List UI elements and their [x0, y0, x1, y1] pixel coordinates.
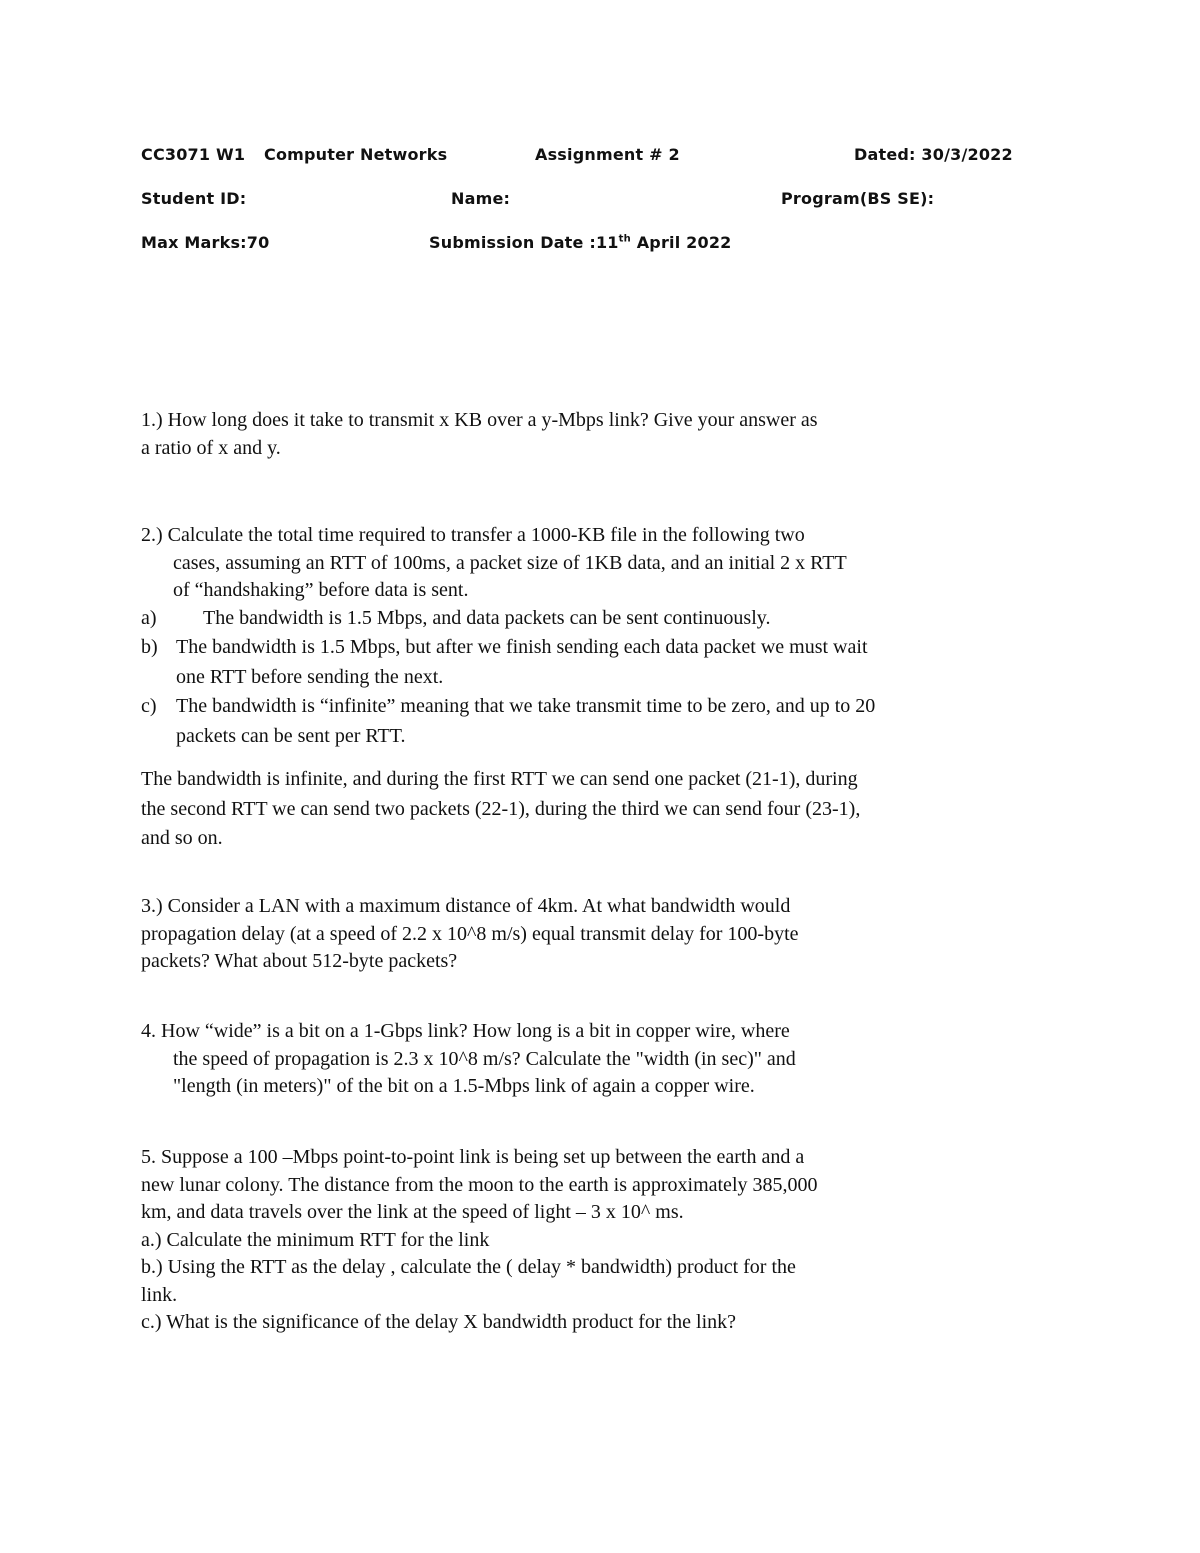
q2-item-c — [141, 692, 1081, 751]
q4-line: 4. How “wide” is a bit on a 1-Gbps link? How long is a bit in copper wire, where — [141, 1020, 790, 1042]
question-5 — [141, 1144, 1081, 1337]
q5-line: a.) Calculate the minimum RTT for the link — [141, 1228, 490, 1251]
submission-date — [429, 233, 732, 252]
q5-line: c.) What is the significance of the delay X bandwidth product for the link? — [141, 1311, 736, 1333]
q2-note — [141, 765, 1081, 854]
question-2 — [141, 522, 1081, 605]
q2-note-line: and so on. — [141, 827, 223, 849]
assignment-number: Assignment # 2 — [535, 145, 680, 164]
course-name: Computer Networks — [264, 145, 448, 164]
q2-item-text: packets can be sent per RTT. — [176, 724, 406, 747]
q3-line: propagation delay (at a speed of 2.2 x 10^8 m/s) equal transmit delay for 100-byte — [141, 922, 799, 945]
max-marks: Max Marks:70 — [141, 233, 270, 252]
q2-line: 2.) Calculate the total time required to transfer a 1000-KB file in the following two — [141, 524, 805, 546]
q2-note-line: the second RTT we can send two packets (22-1), during the third we can send four (23-1), — [141, 797, 861, 820]
q5-line: 5. Suppose a 100 –Mbps point-to-point link is being set up between the earth and a — [141, 1146, 805, 1168]
q3-line: 3.) Consider a LAN with a maximum distance of 4km. At what bandwidth would — [141, 895, 791, 917]
q2-item-marker: a) — [141, 607, 157, 629]
question-3 — [141, 893, 1081, 976]
q2-item-text: one RTT before sending the next. — [176, 665, 444, 688]
submission-date-prefix: Submission Date :11 — [429, 233, 619, 252]
q2-item-marker: c) — [141, 695, 157, 717]
q5-line: km, and data travels over the link at the speed of light – 3 x 10^ ms. — [141, 1201, 684, 1223]
q2-line: cases, assuming an RTT of 100ms, a packet size of 1KB data, and an initial 2 x RTT — [173, 551, 847, 574]
question-1 — [141, 407, 1081, 462]
course-code: CC3071 W1 — [141, 145, 246, 164]
q2-item-text: The bandwidth is “infinite” meaning that we take transmit time to be zero, and up to 20 — [176, 695, 876, 717]
q2-item-a — [141, 604, 1081, 634]
name-label: Name: — [451, 189, 511, 208]
student-id-label: Student ID: — [141, 189, 247, 208]
q1-line: a ratio of x and y. — [141, 436, 281, 459]
question-4 — [141, 1018, 1081, 1101]
q2-line: of “handshaking” before data is sent. — [173, 579, 469, 601]
q2-item-b — [141, 633, 1081, 692]
q2-note-line: The bandwidth is infinite, and during the first RTT we can send one packet (21-1), during — [141, 768, 858, 790]
q4-line: the speed of propagation is 2.3 x 10^8 m/s? Calculate the "width (in sec)" and — [173, 1047, 796, 1070]
q2-item-marker: b) — [141, 636, 158, 658]
q2-item-text: The bandwidth is 1.5 Mbps, and data packets can be sent continuously. — [203, 607, 771, 629]
submission-date-suffix: April 2022 — [630, 233, 732, 252]
q3-line: packets? What about 512-byte packets? — [141, 950, 458, 972]
q5-line: b.) Using the RTT as the delay , calculate the ( delay * bandwidth) product for the — [141, 1256, 796, 1278]
submission-date-sup: th — [618, 233, 631, 245]
assignment-date: Dated: 30/3/2022 — [854, 145, 1013, 164]
program-label: Program(BS SE): — [781, 189, 935, 208]
q5-line: new lunar colony. The distance from the moon to the earth is approximately 385,000 — [141, 1173, 818, 1196]
q1-line: 1.) How long does it take to transmit x KB over a y-Mbps link? Give your answer as — [141, 409, 818, 431]
q2-item-text: The bandwidth is 1.5 Mbps, but after we finish sending each data packet we must wait — [176, 636, 868, 658]
q5-line: link. — [141, 1283, 178, 1306]
q4-line: "length (in meters)" of the bit on a 1.5-Mbps link of again a copper wire. — [173, 1075, 755, 1097]
